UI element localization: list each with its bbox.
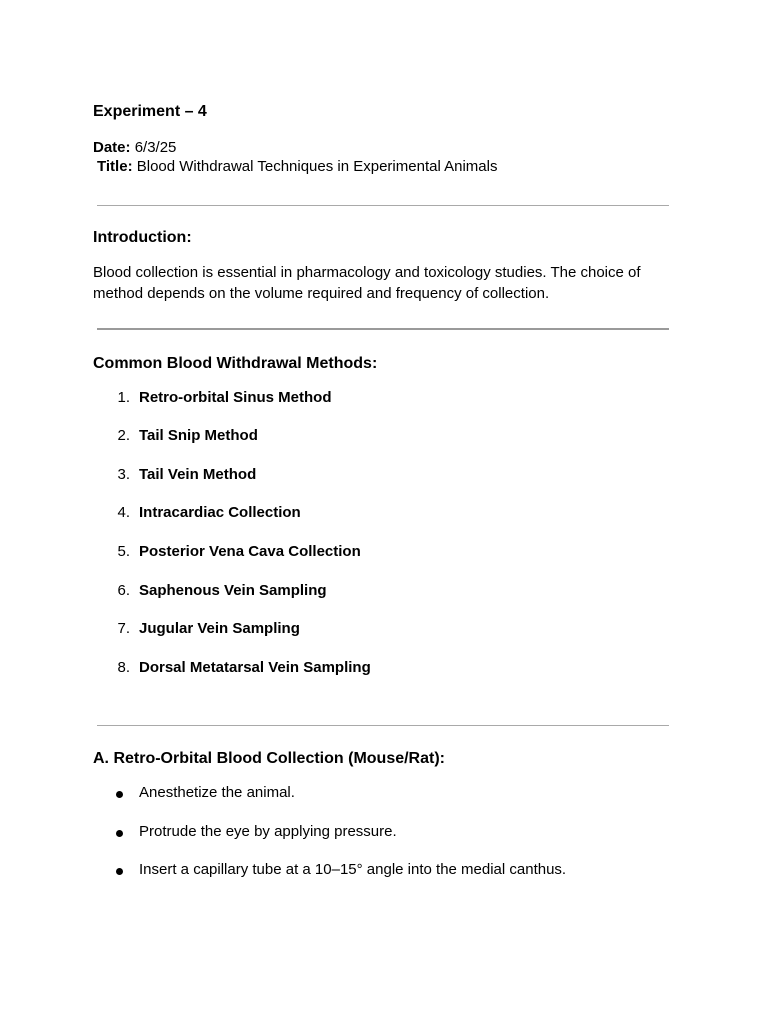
bullet-icon xyxy=(116,791,123,798)
title-line xyxy=(97,158,497,175)
list-item-label: Retro-orbital Sinus Method xyxy=(139,389,332,406)
list-item-number: 5. xyxy=(117,543,130,560)
list-item-number: 4. xyxy=(117,504,130,521)
methods-heading: Common Blood Withdrawal Methods: xyxy=(93,355,378,372)
bullet-text: Protrude the eye by applying pressure. xyxy=(139,823,397,840)
list-item-label: Tail Snip Method xyxy=(139,427,258,444)
section-a-heading: A. Retro-Orbital Blood Collection (Mouse/Rat): xyxy=(93,750,445,767)
divider-2 xyxy=(97,328,669,330)
list-item-label: Dorsal Metatarsal Vein Sampling xyxy=(139,659,371,676)
divider-3 xyxy=(97,725,669,726)
date-label: Date: xyxy=(93,139,131,156)
list-item-label: Jugular Vein Sampling xyxy=(139,620,300,637)
experiment-heading: Experiment – 4 xyxy=(93,103,207,120)
introduction-heading: Introduction: xyxy=(93,229,192,246)
list-item-number: 8. xyxy=(117,659,130,676)
bullet-text: Insert a capillary tube at a 10–15° angle into the medial canthus. xyxy=(139,861,567,878)
bullet-icon xyxy=(116,868,123,875)
list-item-label: Intracardiac Collection xyxy=(139,504,301,521)
list-item-number: 7. xyxy=(117,620,130,637)
title-value: Blood Withdrawal Techniques in Experimental Animals xyxy=(136,158,498,175)
list-item-number: 1. xyxy=(117,389,130,406)
date-line xyxy=(93,139,176,156)
divider-1 xyxy=(97,205,669,206)
bullet-icon xyxy=(116,830,123,837)
list-item-number: 6. xyxy=(117,582,130,599)
date-value: 6/3/25 xyxy=(134,139,177,156)
list-item-label: Tail Vein Method xyxy=(139,466,257,483)
title-label: Title: xyxy=(97,158,133,175)
bullet-text: Anesthetize the animal. xyxy=(139,784,295,801)
list-item-number: 3. xyxy=(117,466,130,483)
introduction-paragraph: Blood collection is essential in pharmacology and toxicology studies. The choice of method depends on the volume required and frequency of collection. xyxy=(93,264,641,302)
list-item-number: 2. xyxy=(117,427,130,444)
list-item-label: Posterior Vena Cava Collection xyxy=(139,543,361,560)
list-item-label: Saphenous Vein Sampling xyxy=(139,582,327,599)
